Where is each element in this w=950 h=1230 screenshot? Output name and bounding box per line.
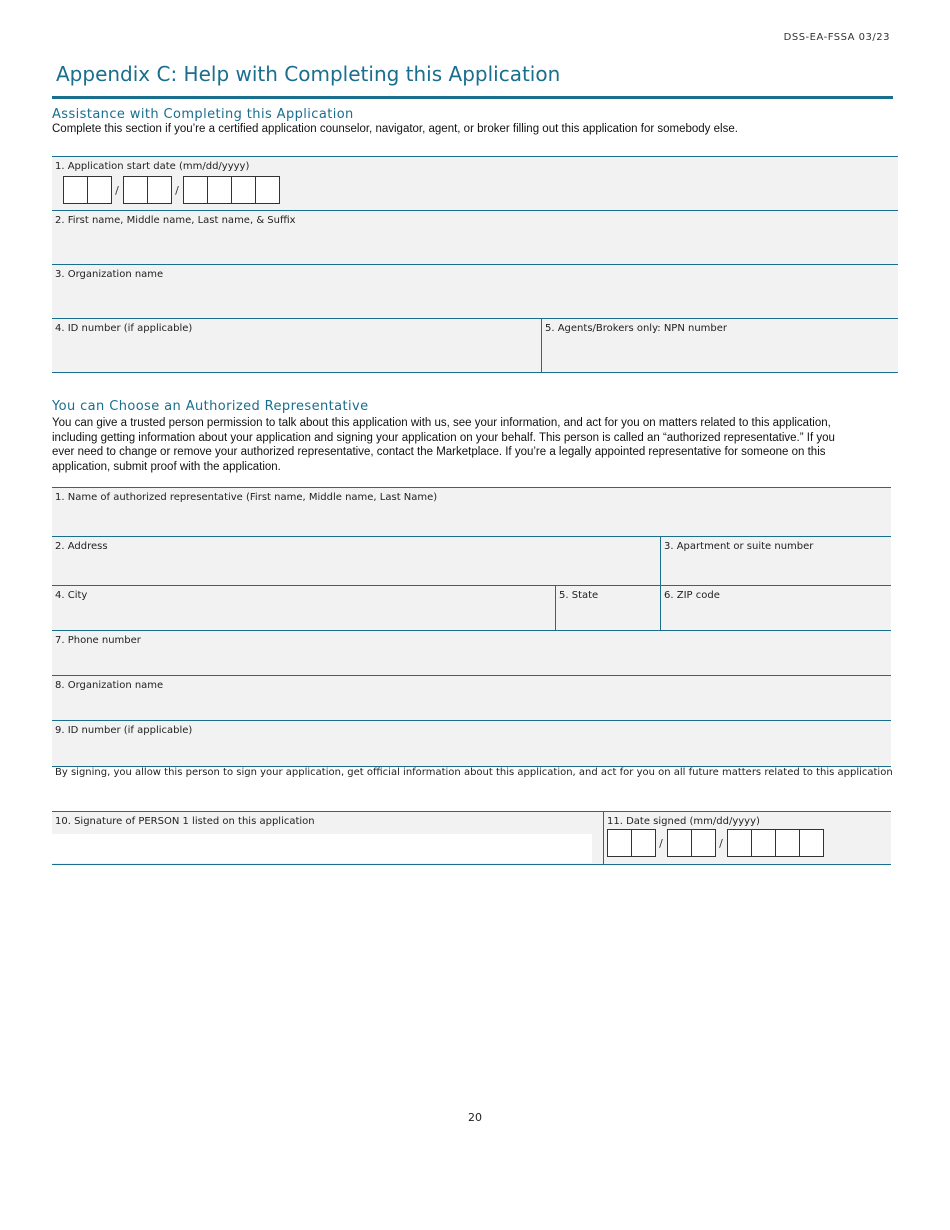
address-label: 2. Address	[55, 541, 108, 552]
form-code: DSS-EA-FSSA 03/23	[783, 32, 890, 43]
rep-name-row	[52, 488, 891, 537]
phone-label: 7. Phone number	[55, 635, 141, 646]
signature-label: 10. Signature of PERSON 1 listed on this application	[55, 816, 315, 827]
month-digit-1[interactable]	[607, 829, 632, 857]
city-state-zip-row	[52, 586, 891, 631]
page-title: Appendix C: Help with Completing this Application	[56, 62, 561, 86]
start-date-row	[52, 157, 898, 211]
month-digit-1[interactable]	[63, 176, 88, 204]
phone-row	[52, 631, 891, 676]
assistant-name-label: 2. First name, Middle name, Last name, & Suffix	[55, 215, 296, 226]
page-number: 20	[468, 1111, 482, 1124]
consent-statement: By signing, you allow this person to sign your application, get official information about this application, and act for you on all future matters related to this application	[55, 767, 893, 778]
zip-field[interactable]	[660, 586, 891, 630]
day-digit-1[interactable]	[667, 829, 692, 857]
date-slash: /	[175, 183, 179, 197]
year-digit-2[interactable]	[751, 829, 776, 857]
date-signed-input[interactable]	[607, 829, 888, 857]
year-digit-2[interactable]	[207, 176, 232, 204]
rep-organization-field[interactable]	[52, 676, 891, 720]
address-row	[52, 537, 891, 586]
assistance-form	[52, 156, 898, 373]
signature-line-area[interactable]	[52, 834, 592, 863]
year-digit-4[interactable]	[799, 829, 824, 857]
start-date-label: 1. Application start date (mm/dd/yyyy)	[55, 161, 250, 172]
rep-organization-label: 8. Organization name	[55, 680, 164, 691]
organization-row	[52, 265, 898, 319]
id-number-label: 4. ID number (if applicable)	[55, 323, 193, 334]
month-digit-2[interactable]	[87, 176, 112, 204]
id-npn-row	[52, 319, 898, 373]
apartment-field[interactable]	[660, 537, 891, 585]
city-label: 4. City	[55, 590, 88, 601]
representative-intro: You can give a trusted person permission to talk about this application with us, see your information, and act for you on matters related to this application, including getting information about your application and signing your application on your behalf. This person is called an “authorized representative.” If you ever need to change or remove your authorized representative, contact the Marketplace. If you’re a legally appointed representative for someone on this application, submit proof with the application.	[52, 417, 835, 473]
year-digit-3[interactable]	[231, 176, 256, 204]
day-digit-2[interactable]	[691, 829, 716, 857]
assistant-name-field[interactable]	[52, 211, 898, 264]
assistance-heading: Assistance with Completing this Application	[52, 107, 354, 122]
npn-field[interactable]	[541, 319, 898, 372]
apartment-label: 3. Apartment or suite number	[664, 541, 814, 552]
start-date-cell	[52, 157, 898, 210]
organization-label: 3. Organization name	[55, 269, 164, 280]
date-slash: /	[719, 836, 723, 850]
city-field[interactable]	[52, 586, 555, 630]
address-field[interactable]	[52, 537, 660, 585]
year-digit-1[interactable]	[183, 176, 208, 204]
assistant-name-row	[52, 211, 898, 265]
date-slash: /	[659, 836, 663, 850]
state-field[interactable]	[555, 586, 660, 630]
date-signed-cell	[603, 812, 891, 864]
date-slash: /	[115, 183, 119, 197]
rep-name-field[interactable]	[52, 488, 891, 536]
rep-name-label: 1. Name of authorized representative (First name, Middle name, Last Name)	[55, 492, 438, 503]
assistance-intro: Complete this section if you’re a certified application counselor, navigator, agent, or broker filling out this application for somebody else.	[52, 123, 738, 135]
npn-label: 5. Agents/Brokers only: NPN number	[545, 323, 728, 334]
year-digit-4[interactable]	[255, 176, 280, 204]
day-digit-1[interactable]	[123, 176, 148, 204]
year-digit-3[interactable]	[775, 829, 800, 857]
zip-label: 6. ZIP code	[664, 590, 720, 601]
organization-field[interactable]	[52, 265, 898, 318]
state-label: 5. State	[559, 590, 599, 601]
phone-field[interactable]	[52, 631, 891, 675]
id-number-field[interactable]	[52, 319, 541, 372]
rep-id-label: 9. ID number (if applicable)	[55, 725, 193, 736]
rep-organization-row	[52, 676, 891, 721]
month-digit-2[interactable]	[631, 829, 656, 857]
representative-heading: You can Choose an Authorized Representative	[52, 399, 369, 414]
title-rule	[52, 96, 893, 99]
rep-id-field[interactable]	[52, 721, 891, 766]
start-date-input[interactable]	[63, 176, 895, 204]
day-digit-2[interactable]	[147, 176, 172, 204]
representative-form	[52, 487, 891, 767]
year-digit-1[interactable]	[727, 829, 752, 857]
rep-id-row	[52, 721, 891, 767]
date-signed-label: 11. Date signed (mm/dd/yyyy)	[607, 816, 760, 827]
